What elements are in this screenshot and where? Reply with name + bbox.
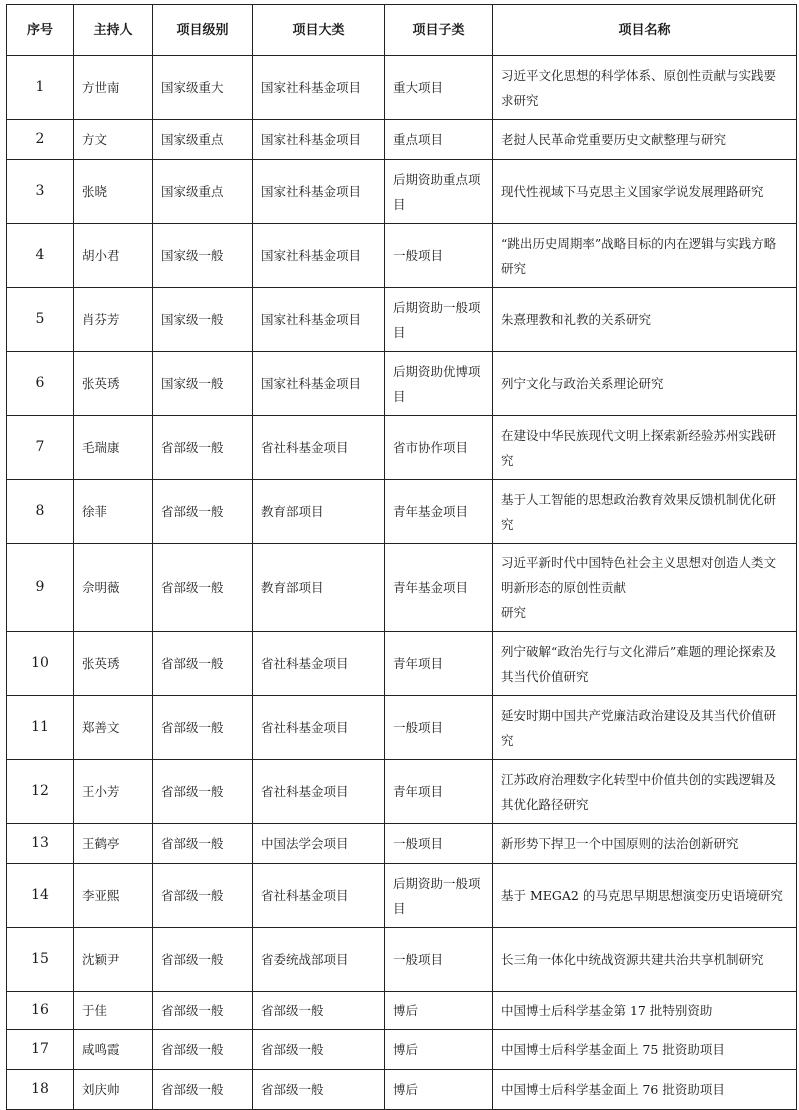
- project-name-text: 江苏政府治理数字化转型中价值共创的实践逻辑及其优化路径研究: [501, 771, 777, 812]
- cell-no: 14: [7, 864, 74, 928]
- header-level: 项目级别: [153, 5, 253, 56]
- table-row: [7, 696, 797, 760]
- cell-subcategory: 一般项目: [385, 824, 493, 864]
- cell-project-name: [493, 992, 797, 1030]
- cell-host: 沈颖尹: [74, 928, 153, 992]
- cell-host: 郑善文: [74, 696, 153, 760]
- header-row: [7, 5, 797, 56]
- cell-project-name: [493, 160, 797, 224]
- cell-project-name: [493, 824, 797, 864]
- cell-host: 张英琇: [74, 352, 153, 416]
- cell-project-name: [493, 288, 797, 352]
- table-row: [7, 224, 797, 288]
- table-body: [7, 56, 797, 1110]
- cell-subcategory: 后期资助优博项目: [385, 352, 493, 416]
- cell-no: 15: [7, 928, 74, 992]
- project-name-text: “跳出历史周期率”战略目标的内在逻辑与实践方略研究: [501, 235, 777, 276]
- cell-project-name: [493, 632, 797, 696]
- cell-host: 肖芬芳: [74, 288, 153, 352]
- cell-subcategory: 后期资助重点项目: [385, 160, 493, 224]
- cell-no: 13: [7, 824, 74, 864]
- cell-subcategory: 青年基金项目: [385, 544, 493, 632]
- cell-level: 省部级一般: [153, 1030, 253, 1070]
- cell-project-name: [493, 1030, 797, 1070]
- cell-subcategory: 一般项目: [385, 928, 493, 992]
- cell-host: 张英琇: [74, 632, 153, 696]
- project-name-text: 中国博士后科学基金面上 75 批资助项目: [501, 1042, 725, 1057]
- project-name-text: 列宁破解“政治先行与文化滞后”难题的理论探索及其当代价值研究: [501, 643, 777, 684]
- cell-subcategory: 后期资助一般项目: [385, 288, 493, 352]
- cell-category: 教育部项目: [253, 480, 385, 544]
- table-row: [7, 760, 797, 824]
- project-name-text: 基于 MEGA2 的马克思早期思想演变历史语境研究: [501, 888, 783, 903]
- cell-level: 省部级一般: [153, 824, 253, 864]
- cell-level: 省部级一般: [153, 696, 253, 760]
- cell-category: 教育部项目: [253, 544, 385, 632]
- cell-level: 省部级一般: [153, 416, 253, 480]
- cell-category: 省部级一般: [253, 1030, 385, 1070]
- project-name-text: 中国博士后科学基金面上 76 批资助项目: [501, 1082, 725, 1097]
- project-name-text: 中国博士后科学基金第 17 批特别资助: [501, 1003, 713, 1018]
- cell-category: 省社科基金项目: [253, 864, 385, 928]
- cell-subcategory: 博后: [385, 1030, 493, 1070]
- project-name-text: 延安时期中国共产党廉洁政治建设及其当代价值研究: [501, 707, 777, 748]
- table-row: [7, 288, 797, 352]
- table-row: [7, 56, 797, 120]
- cell-project-name: [493, 544, 797, 632]
- cell-no: 16: [7, 992, 74, 1030]
- cell-no: 7: [7, 416, 74, 480]
- cell-project-name: [493, 416, 797, 480]
- cell-no: 2: [7, 120, 74, 160]
- table-row: [7, 992, 797, 1030]
- cell-level: 国家级重点: [153, 160, 253, 224]
- cell-host: 方世南: [74, 56, 153, 120]
- project-name-text: 习近平新时代中国特色社会主义思想对创造人类文明新形态的原创性贡献: [501, 555, 777, 595]
- cell-category: 国家社科基金项目: [253, 288, 385, 352]
- cell-no: 6: [7, 352, 74, 416]
- cell-project-name: [493, 1070, 797, 1110]
- header-host: 主持人: [74, 5, 153, 56]
- cell-level: 省部级一般: [153, 480, 253, 544]
- cell-category: 省部级一般: [253, 992, 385, 1030]
- table-row: [7, 632, 797, 696]
- cell-subcategory: 博后: [385, 992, 493, 1030]
- cell-subcategory: 重大项目: [385, 56, 493, 120]
- cell-no: 17: [7, 1030, 74, 1070]
- cell-subcategory: 一般项目: [385, 224, 493, 288]
- cell-category: 省部级一般: [253, 1070, 385, 1110]
- cell-category: 国家社科基金项目: [253, 160, 385, 224]
- cell-project-name: [493, 352, 797, 416]
- header-subcategory: 项目子类: [385, 5, 493, 56]
- cell-project-name: [493, 696, 797, 760]
- table-row: [7, 416, 797, 480]
- cell-category: 省委统战部项目: [253, 928, 385, 992]
- cell-host: 咸鸣霞: [74, 1030, 153, 1070]
- cell-project-name: [493, 56, 797, 120]
- table-row: [7, 864, 797, 928]
- project-name-text: 长三角一体化中统战资源共建共治共享机制研究: [501, 952, 764, 967]
- cell-subcategory: 重点项目: [385, 120, 493, 160]
- cell-host: 王鹤亭: [74, 824, 153, 864]
- cell-host: 李亚熙: [74, 864, 153, 928]
- cell-level: 国家级一般: [153, 288, 253, 352]
- cell-level: 国家级重点: [153, 120, 253, 160]
- cell-level: 国家级重大: [153, 56, 253, 120]
- cell-project-name: [493, 928, 797, 992]
- cell-host: 佘明薇: [74, 544, 153, 632]
- cell-no: 12: [7, 760, 74, 824]
- project-name-text: 朱熹理教和礼教的关系研究: [501, 312, 652, 327]
- cell-project-name: [493, 480, 797, 544]
- cell-category: 省社科基金项目: [253, 696, 385, 760]
- table-row: [7, 480, 797, 544]
- cell-project-name: [493, 760, 797, 824]
- cell-category: 省社科基金项目: [253, 632, 385, 696]
- cell-project-name: [493, 224, 797, 288]
- header-project-name: 项目名称: [493, 5, 797, 56]
- project-table: [6, 4, 797, 1110]
- project-name-text: 老挝人民革命党重要历史文献整理与研究: [501, 132, 727, 147]
- header-no: 序号: [7, 5, 74, 56]
- cell-level: 省部级一般: [153, 544, 253, 632]
- cell-category: 省社科基金项目: [253, 760, 385, 824]
- table-row: [7, 928, 797, 992]
- cell-no: 9: [7, 544, 74, 632]
- cell-host: 毛瑞康: [74, 416, 153, 480]
- cell-no: 3: [7, 160, 74, 224]
- cell-subcategory: 后期资助一般项目: [385, 864, 493, 928]
- cell-host: 刘庆帅: [74, 1070, 153, 1110]
- cell-host: 于佳: [74, 992, 153, 1030]
- cell-host: 徐菲: [74, 480, 153, 544]
- header-category: 项目大类: [253, 5, 385, 56]
- cell-subcategory: 青年基金项目: [385, 480, 493, 544]
- cell-level: 省部级一般: [153, 632, 253, 696]
- project-name-text: 习近平文化思想的科学体系、原创性贡献与实践要求研究: [501, 67, 777, 108]
- project-name-text: 研究: [501, 605, 527, 620]
- cell-no: 4: [7, 224, 74, 288]
- cell-host: 张晓: [74, 160, 153, 224]
- project-name-text: 现代性视域下马克思主义国家学说发展理路研究: [501, 184, 764, 199]
- table-row: [7, 120, 797, 160]
- project-name-text: 在建设中华民族现代文明上探索新经验苏州实践研究: [501, 427, 777, 468]
- cell-no: 1: [7, 56, 74, 120]
- table-row: [7, 1070, 797, 1110]
- cell-level: 省部级一般: [153, 864, 253, 928]
- cell-project-name: [493, 864, 797, 928]
- table-row: [7, 160, 797, 224]
- cell-no: 5: [7, 288, 74, 352]
- table-row: [7, 824, 797, 864]
- table-row: [7, 1030, 797, 1070]
- cell-host: 方文: [74, 120, 153, 160]
- table-row: [7, 544, 797, 632]
- project-name-text: 列宁文化与政治关系理论研究: [501, 376, 664, 391]
- project-name-text: 新形势下捍卫一个中国原则的法治创新研究: [501, 836, 739, 851]
- cell-subcategory: 一般项目: [385, 696, 493, 760]
- cell-subcategory: 青年项目: [385, 632, 493, 696]
- cell-host: 胡小君: [74, 224, 153, 288]
- cell-level: 国家级一般: [153, 224, 253, 288]
- cell-no: 11: [7, 696, 74, 760]
- cell-level: 省部级一般: [153, 760, 253, 824]
- cell-level: 省部级一般: [153, 992, 253, 1030]
- cell-category: 国家社科基金项目: [253, 120, 385, 160]
- cell-category: 中国法学会项目: [253, 824, 385, 864]
- project-name-text: 基于人工智能的思想政治教育效果反馈机制优化研究: [501, 491, 777, 532]
- cell-no: 10: [7, 632, 74, 696]
- cell-subcategory: 博后: [385, 1070, 493, 1110]
- cell-level: 省部级一般: [153, 1070, 253, 1110]
- cell-category: 国家社科基金项目: [253, 352, 385, 416]
- cell-level: 省部级一般: [153, 928, 253, 992]
- cell-category: 国家社科基金项目: [253, 56, 385, 120]
- cell-no: 8: [7, 480, 74, 544]
- cell-host: 王小芳: [74, 760, 153, 824]
- cell-category: 国家社科基金项目: [253, 224, 385, 288]
- cell-no: 18: [7, 1070, 74, 1110]
- cell-category: 省社科基金项目: [253, 416, 385, 480]
- table-row: [7, 352, 797, 416]
- cell-level: 国家级一般: [153, 352, 253, 416]
- cell-project-name: [493, 120, 797, 160]
- cell-subcategory: 省市协作项目: [385, 416, 493, 480]
- cell-subcategory: 青年项目: [385, 760, 493, 824]
